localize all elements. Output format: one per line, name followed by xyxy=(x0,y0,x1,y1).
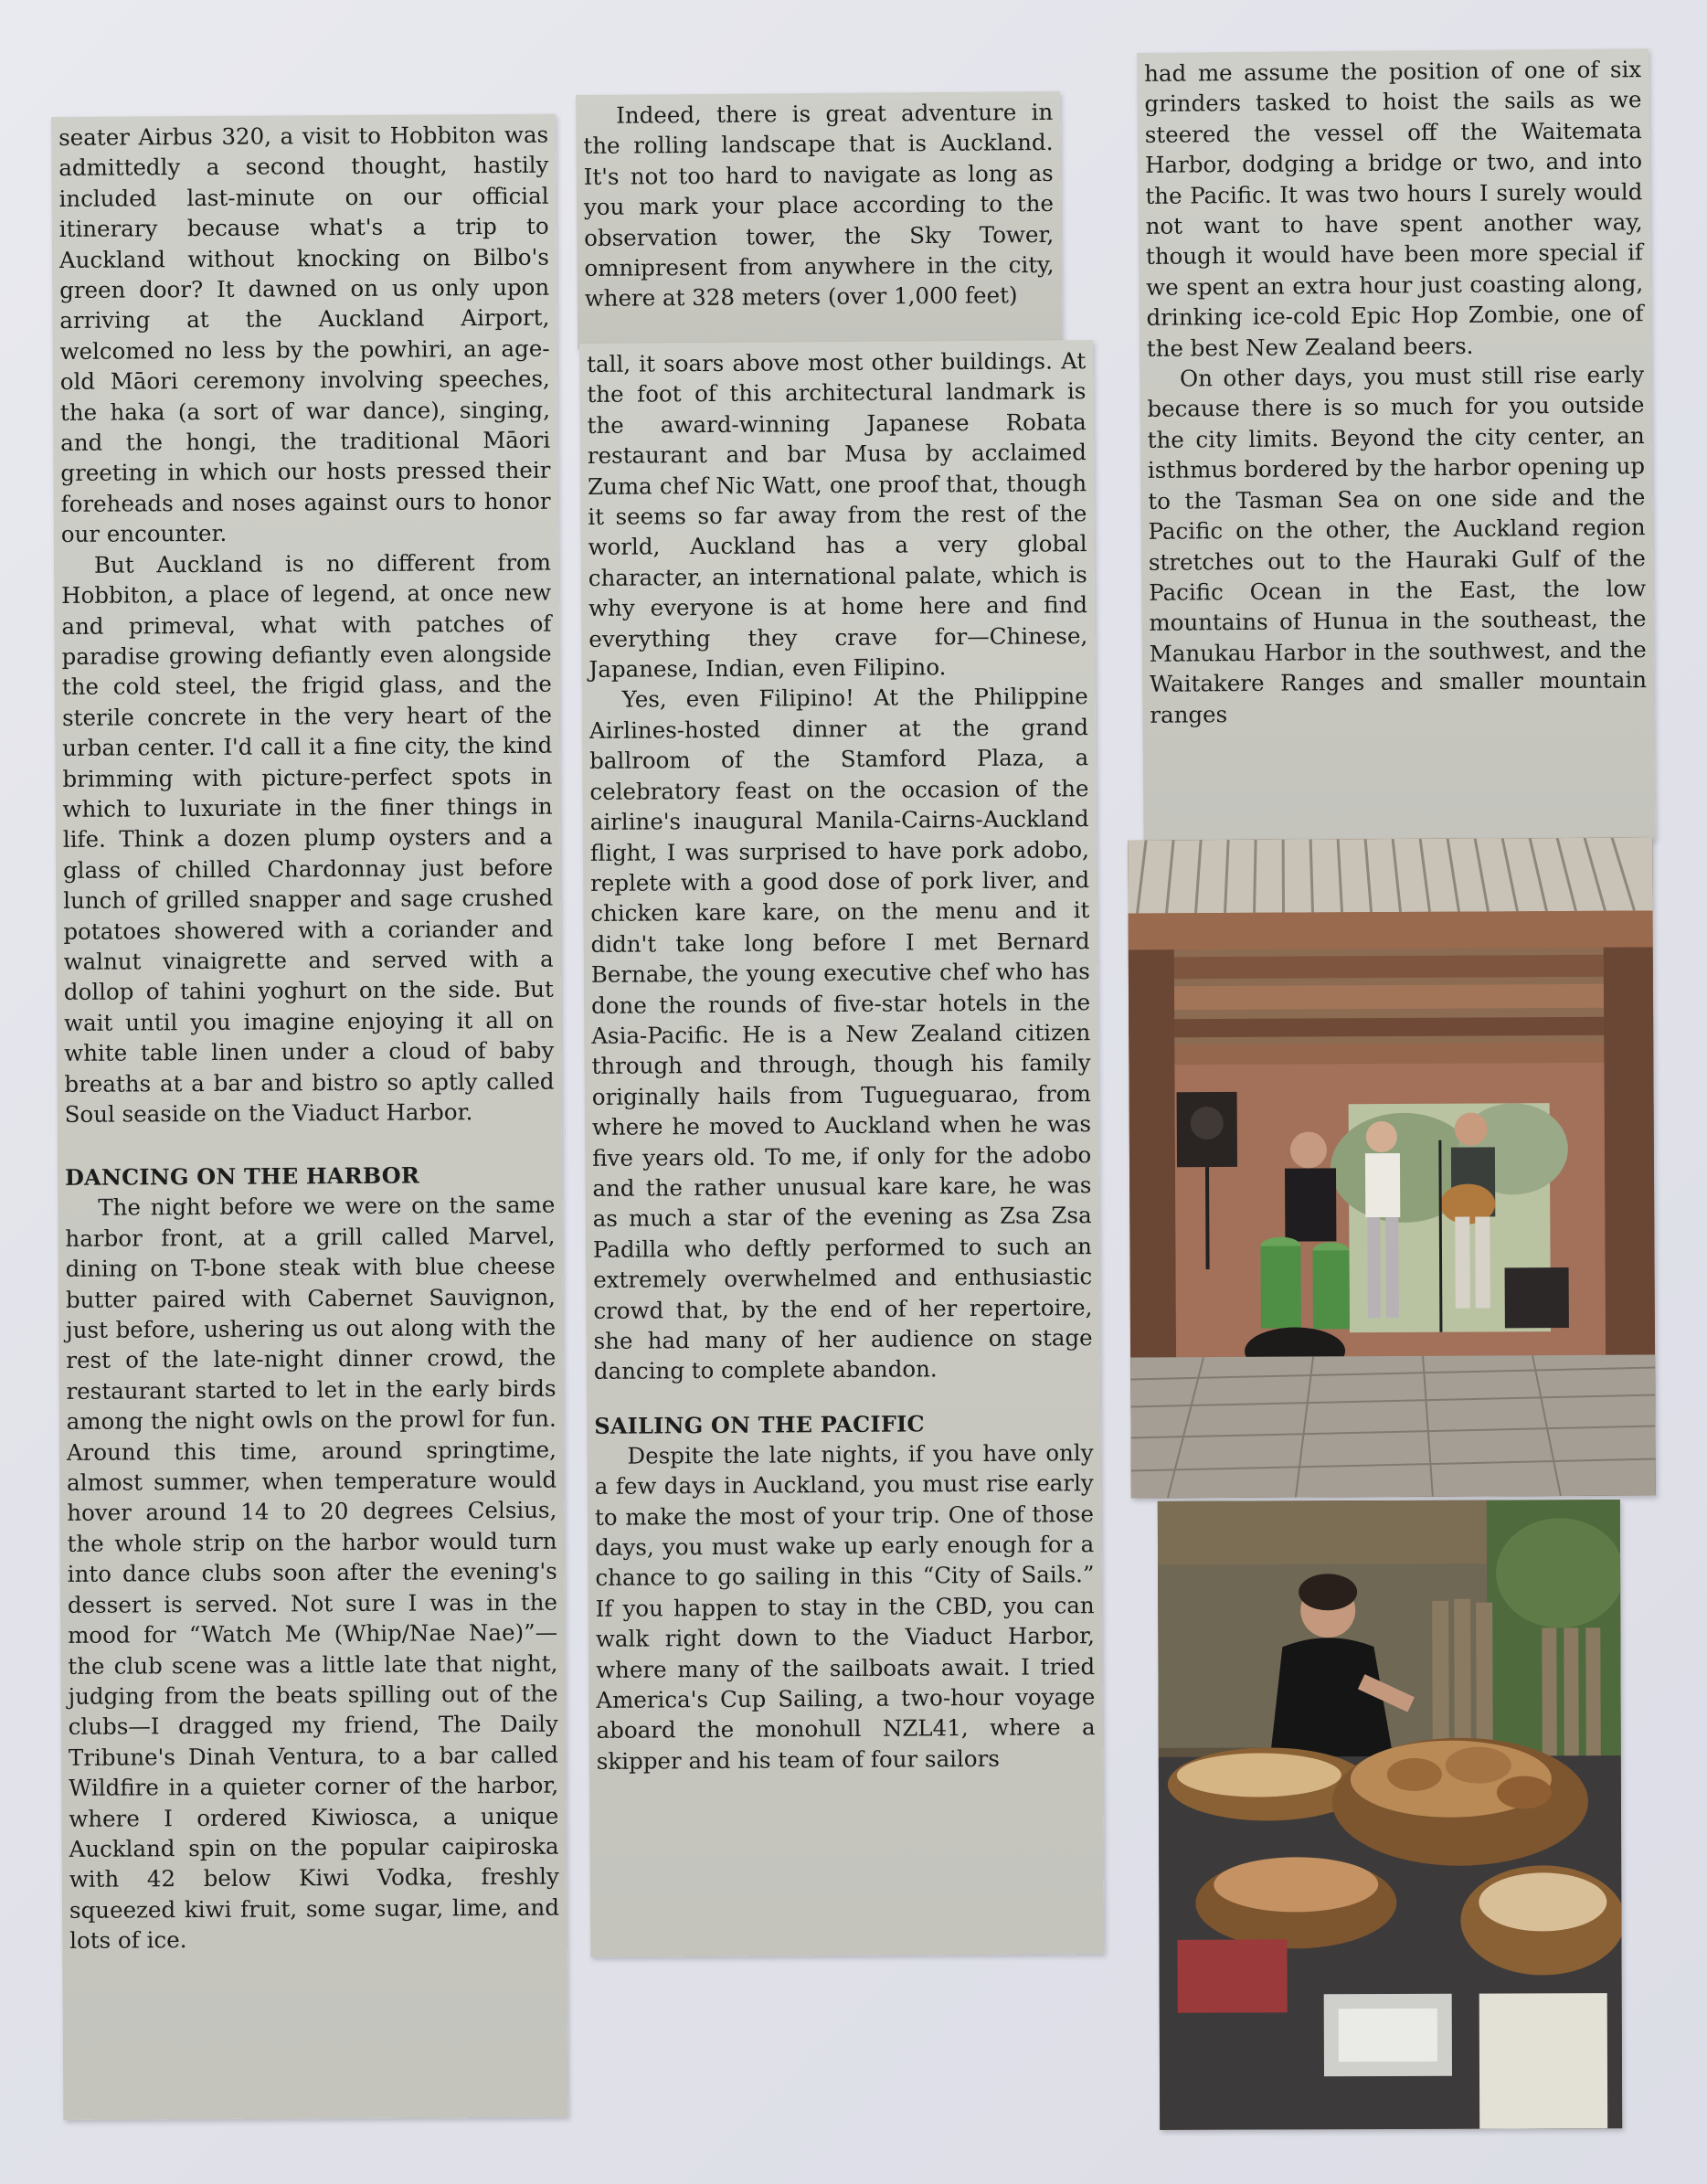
paragraph: tall, it soars above most other buildings. At the foot of this architectural landmark is the award-winning Japanese Robata restaurant and bar Musa by acclaimed Zuma chef Nic Watt, one proof that, though it seems so far away from the rest of the world, Auckland has a very global character, an international palate, which is why everyone is at home here and find everything they crave for—Chinese, Japanese, Indian, even Filipino. xyxy=(587,347,1088,683)
article-column-1 xyxy=(51,114,567,2120)
band-photo-illustration xyxy=(1128,838,1656,1499)
paragraph: But Auckland is no different from Hobbiton, a place of legend, at once new and primeval, what with patches of paradise growing defiantly even alongside the cold steel, the frigid glass, and the sterile concrete in the very heart of the urban center. I'd call it a fine city, the kind brimming with picture-perfect spots in which to luxuriate in the finer things in life. Think a dozen plump oysters and a glass of chilled Chardonnay just before lunch of grilled snapper and sage crushed potatoes showered with a coriander and walnut vinaigrette and served with a dollop of tahini yoghurt on the side. But wait until you imagine enjoying it all on white table linen under a cloud of baby breaths at a bar and bistro so aptly called Soul seaside on the Viaduct Harbor. xyxy=(61,548,555,1128)
market-photo-illustration xyxy=(1158,1500,1622,2130)
article-column-3 xyxy=(1137,48,1656,844)
article-column-2-top xyxy=(576,91,1062,349)
band-photo xyxy=(1128,838,1656,1499)
paragraph: Yes, even Filipino! At the Philippine Airlines-hosted dinner at the grand ballroom of the Stamford Plaza, a celebratory feast on the occasion of the airline's inaugural Manila-Cairns-Auckland flight, I was surprised to have pork adobo, replete with a good dose of pork liver, and chicken kare kare, on the menu and it didn't take long before I met Bernard Bernabe, the young executive chef who has done the rounds of five-star hotels in the Asia-Pacific. He is a New Zealand citizen through and through, though his family originally hails from Tugueguarao, from where he moved to Auckland when he was five years old. To me, if only for the adobo and the rather unusual kare kare, he was as much a star of the evening as Zsa Zsa Padilla who deftly performed to such an extremely overwhelmed and enthusiastic crowd that, by the end of her repertoire, she had many of her audience on stage dancing to complete abandon. xyxy=(588,683,1093,1385)
section-heading: DANCING ON THE HARBOR xyxy=(65,1161,420,1192)
paragraph: On other days, you must still rise early because there is so much for you outside the city limits. Beyond the city center, an isthmus bordered by the harbor opening up to the Tasman Sea on one side and the Pacific on the other, the Auckland region stretches out to the Hauraki Gulf of the Pacific Ocean in the East, the low mountains of Hunua in the southeast, the Manukau Harbor in the southwest, and the Waitakere Ranges and smaller mountain ranges xyxy=(1147,361,1648,728)
paragraph: had me assume the position of one of six grinders tasked to hoist the sails as we steered the vessel off the Waitemata Harbor, dodging a bridge or two, and into the Pacific. It was two hours I surely would not want to have spent another way, though it would have been more special if we spent an extra hour just coasting along, drinking ice-cold Epic Hop Zombie, one of the best New Zealand beers. xyxy=(1144,56,1644,362)
paragraph: The night before we were on the same harbor front, at a grill called Marvel, dining on T-bone steak with blue cheese butter paired with Cabernet Sauvignon, just before, ushering us out along with the rest of the late-night dinner crowd, the restaurant started to let in the early birds among the night owls on the prowl for fun. Around this time, around springtime, almost summer, when temperature would hover around 14 to 20 degrees Celsius, the whole strip on the harbor would turn into dance clubs soon after the evening's dessert is served. Not sure I was in the mood for “Watch Me (Whip/Nae Nae)”—the club scene was a little late that night, judging from the beats spilling out of the clubs—I dragged my friend, The Daily Tribune's Dinah Ventura, to a bar called Wildfire in a quieter corner of the harbor, where I ordered Kiwiosca, a unique Auckland spin on the popular caipiroska with 42 below Kiwi Vodka, freshly squeezed kiwi fruit, some sugar, lime, and lots of ice. xyxy=(65,1192,560,1955)
paragraph: seater Airbus 320, a visit to Hobbiton was admittedly a second thought, hastily included last-minute on our official itinerary because what's a trip to Auckland without knocking on Bilbo's green door? It dawned on us only upon arriving at the Auckland Airport, welcomed no less by the powhiri, an age-old Māori ceremony involving speeches, the haka (a sort of war dance), singing, and the hongi, the traditional Māori greeting in which our hosts pressed their foreheads and noses against ours to honor our encounter. xyxy=(58,121,551,548)
section-heading: SAILING ON THE PACIFIC xyxy=(594,1410,925,1439)
market-bread-photo xyxy=(1158,1500,1622,2130)
article-column-2 xyxy=(579,340,1104,1957)
paragraph: Indeed, there is great adventure in the rolling landscape that is Auckland. It's not too hard to navigate as long as you mark your place according to the observation tower, the Sky Tower, omnipresent from anywhere in the city, where at 328 meters (over 1,000 feet) xyxy=(583,98,1055,313)
paragraph: Despite the late nights, if you have only a few days in Auckland, you must rise early to make the most of your trip. One of those days, you must wake up early enough for a chance to go sailing in this “City of Sails.” If you happen to stay in the CBD, you can walk right down to the Viaduct Harbor, where many of the sailboats await. I tried America's Cup Sailing, a two-hour voyage aboard the monohull NZL41, where a skipper and his team of four sailors xyxy=(594,1438,1096,1775)
